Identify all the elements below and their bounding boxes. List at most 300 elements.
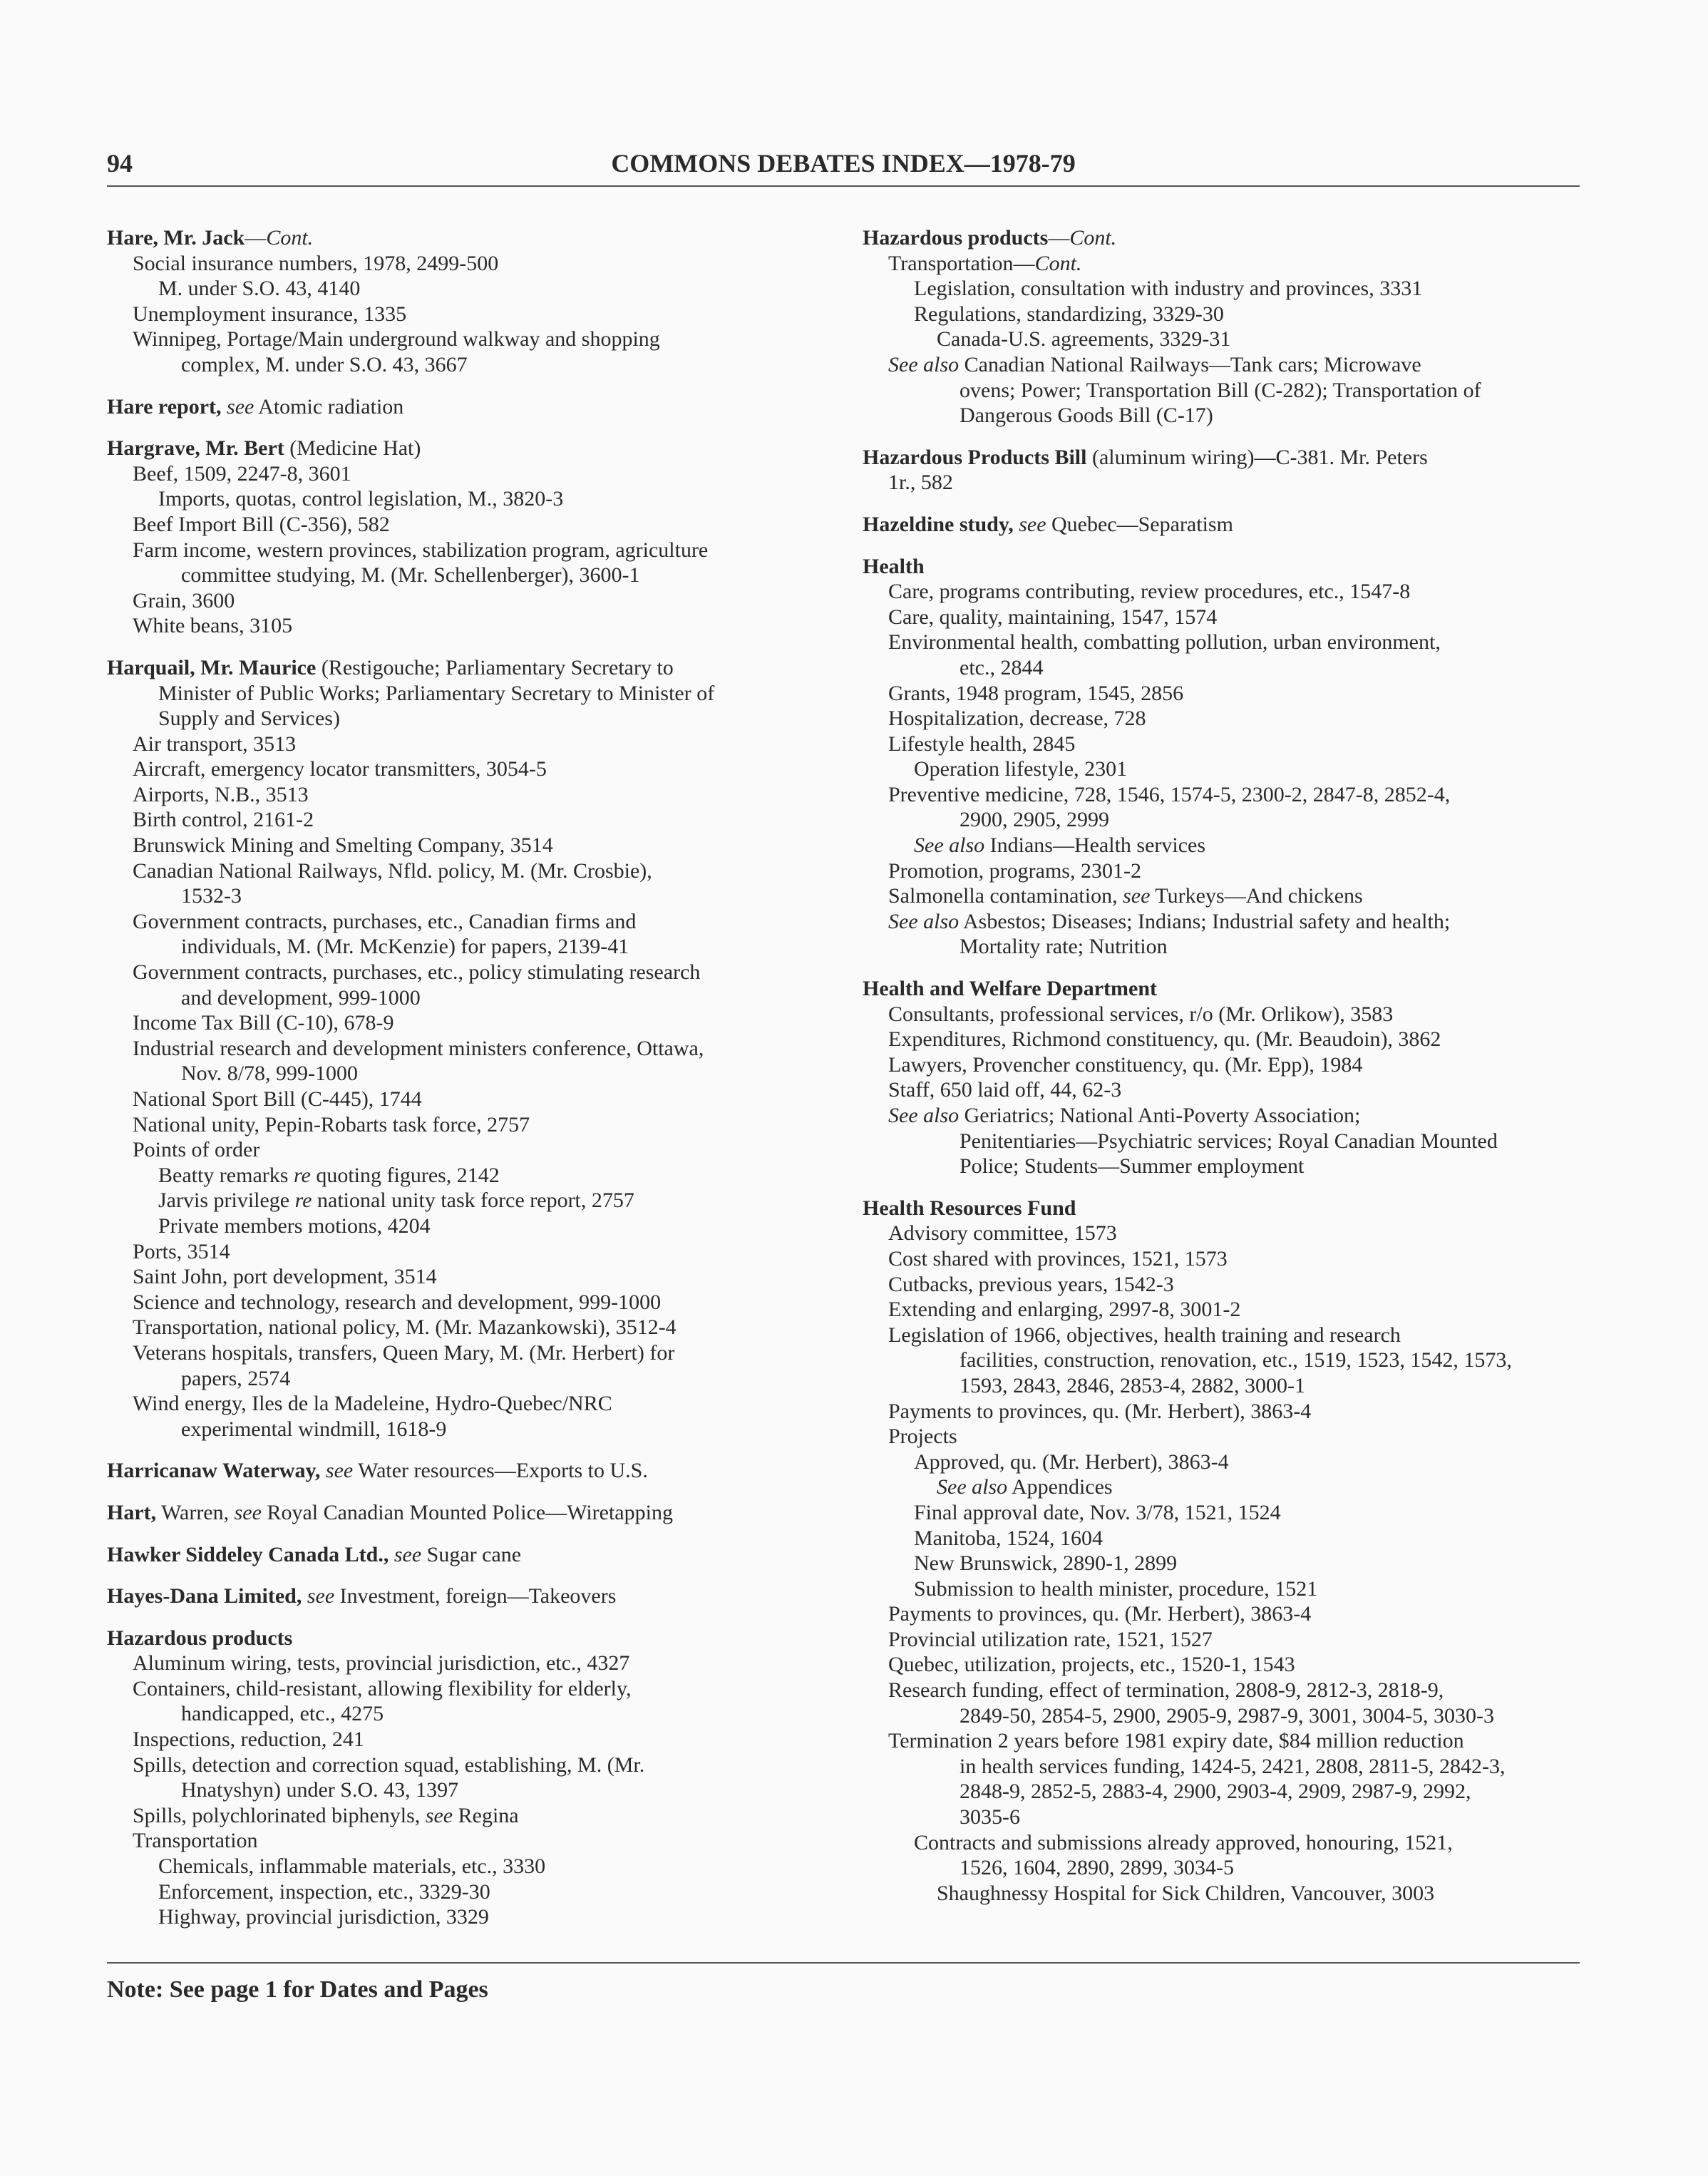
entry-text: Expenditures, Richmond constituency, qu. (Mr. Beaudoin), 3862 [888,1027,1441,1052]
subentry-line [107,1264,820,1290]
subentry-line [863,756,1580,782]
entry-text: Staff, 650 laid off, 44, 62-3 [888,1078,1122,1102]
subentry-line [107,807,820,833]
entry-heading-line [863,1196,1580,1221]
subentry-line [107,276,820,302]
italic-text: Cont. [1034,251,1082,275]
entry-text: and development, 999-1000 [181,985,421,1010]
entry-text: Grain, 3600 [133,588,235,612]
entry-text: Airports, N.B., 3513 [133,782,309,806]
subentry-line [107,1904,820,1930]
subentry-line [863,681,1580,707]
running-title: COMMONS DEBATES INDEX—1978-79 [611,149,1076,178]
italic-text: see [325,1459,354,1483]
subentry-line [107,883,820,909]
entry-text: Grants, 1948 program, 1545, 2856 [888,681,1184,705]
entry-text: Final approval date, Nov. 3/78, 1521, 1524 [914,1500,1281,1524]
entry-text [222,395,227,419]
entry-text: experimental windmill, 1618-9 [181,1417,447,1441]
entry-text: Science and technology, research and development, 999-1000 [133,1290,662,1314]
index-entry [107,1500,820,1526]
entry-heading-line [107,1500,820,1526]
entry-text: Sugar cane [421,1542,522,1566]
subentry-line [107,985,820,1011]
subentry-line [863,655,1580,681]
entry-heading: Hazardous Products Bill [863,445,1087,469]
index-entry [863,512,1580,538]
subentry-line [863,909,1580,935]
entry-text: Hnatyshyn) under S.O. 43, 1397 [181,1778,459,1802]
subentry-line [107,1651,820,1676]
subentry-line [107,251,820,277]
subentry-line [107,512,820,538]
index-entry [107,225,820,378]
entry-text: Government contracts, purchases, etc., policy stimulating research [133,960,701,985]
subentry-line [863,1830,1580,1856]
entry-text: Canada-U.S. agreements, 3329-31 [937,327,1231,351]
index-entry [107,436,820,639]
entry-text: Termination 2 years before 1981 expiry date, $84 million reduction [888,1729,1464,1753]
subentry-line [863,470,1580,496]
subentry-line [107,588,820,614]
entry-text: Income Tax Bill (C-10), 678-9 [133,1011,394,1035]
entry-text [320,1459,326,1482]
entry-text: Supply and Services) [158,707,340,731]
subentry-line [107,1061,820,1087]
subentry-line [863,1399,1580,1425]
italic-text: see [234,1500,262,1524]
entry-text: Operation lifestyle, 2301 [914,757,1128,781]
subentry-line [107,1087,820,1112]
subentry-line [863,1246,1580,1272]
page-number: 94 [107,149,133,178]
footer-note: Note: See page 1 for Dates and Pages [107,1976,488,2003]
subentry-line [107,1803,820,1829]
entry-heading-line [863,976,1580,1002]
entry-heading: Hawker Siddeley Canada Ltd., [107,1542,389,1566]
subentry-line [107,1366,820,1392]
entry-text: Advisory committee, 1573 [888,1221,1117,1246]
entry-heading-line [107,1542,820,1568]
subentry-line [863,302,1580,327]
subentry-line [863,1373,1580,1399]
entry-text: Brunswick Mining and Smelting Company, 3514 [133,833,553,858]
entry-text: 2848-9, 2852-5, 2883-4, 2900, 2903-4, 2909, 2987-9, 2992, [960,1780,1471,1804]
entry-text: 3035-6 [960,1805,1020,1829]
subentry-line [107,327,820,352]
entry-text: Royal Canadian Mounted Police—Wiretapping [261,1500,673,1524]
subentry-line [863,1424,1580,1449]
entry-text: (aluminum wiring)—C-381. Mr. Peters [1086,445,1428,469]
subentry-line [863,579,1580,605]
entry-text: Regina [453,1803,519,1827]
entry-text: (Restigouche; Parliamentary Secretary to [316,655,674,679]
entry-text: quoting figures, 2142 [310,1163,500,1187]
entry-text: Indians—Health services [984,833,1206,858]
entry-text: Cutbacks, previous years, 1542-3 [888,1272,1174,1296]
subentry-line [107,1417,820,1442]
entry-text: Transportation— [888,251,1035,275]
entry-heading: Hargrave, Mr. Bert [107,436,284,461]
subentry-line [863,1779,1580,1805]
entry-text: 2900, 2905, 2999 [960,808,1109,832]
subentry-line [863,807,1580,833]
subentry-line [863,327,1580,352]
subentry-line [863,732,1580,757]
subentry-line [107,486,820,512]
index-entry [107,1584,820,1609]
index-entry [107,655,820,1442]
subentry-line [107,706,820,732]
entry-text: etc., 2844 [960,655,1044,679]
subentry-line [863,1754,1580,1780]
entry-text: Projects [888,1425,957,1449]
subentry-line [107,1010,820,1036]
entry-text: Environmental health, combatting pollution, urban environment, [888,630,1441,655]
entry-text: Promotion, programs, 2301-2 [888,858,1141,883]
subentry-line [863,1221,1580,1246]
entry-text: Quebec, utilization, projects, etc., 1520-1, 1543 [888,1653,1295,1677]
entry-text: Research funding, effect of termination, 2808-9, 2812-3, 2818-9, [888,1678,1444,1703]
entry-text: 1r., 582 [888,471,953,495]
entry-text: Geriatrics; National Anti-Poverty Association; [959,1104,1361,1127]
entry-text: Winnipeg, Portage/Main underground walkway and shopping [133,327,660,351]
subentry-line [107,934,820,960]
italic-text: Cont. [266,226,314,250]
index-entry [863,225,1580,428]
entry-text [302,1584,307,1608]
index-entry [863,554,1580,960]
entry-text: Points of order [133,1138,260,1162]
entry-text: Submission to health minister, procedure, 1521 [914,1576,1318,1601]
entry-text: M. under S.O. 43, 4140 [158,277,361,301]
subentry-line [863,251,1580,277]
entry-text: Saint John, port development, 3514 [133,1265,437,1289]
index-entry [863,1196,1580,1906]
italic-text: see [425,1803,453,1827]
entry-text: Spills, polychlorinated biphenyls, [133,1803,426,1827]
entry-text: Social insurance numbers, 1978, 2499-500 [133,251,499,275]
entry-heading: Health and Welfare Department [863,977,1158,1001]
entry-text: Ports, 3514 [133,1239,230,1263]
subentry-line [107,756,820,782]
index-entry [863,445,1580,496]
italic-text: See also [888,352,960,376]
entry-heading: Hare, Mr. Jack [107,226,245,250]
entry-text: 2849-50, 2854-5, 2900, 2905-9, 2987-9, 3001, 3004-5, 3030-3 [960,1703,1494,1728]
subentry-line [863,630,1580,655]
subentry-line [863,403,1580,428]
subentry-line [863,1576,1580,1602]
index-entry [107,1458,820,1484]
subentry-line [107,1879,820,1905]
entry-text: committee studying, M. (Mr. Schellenberger), 3600-1 [181,563,640,587]
subentry-line [863,1627,1580,1653]
entry-text: Investment, foreign—Takeovers [334,1584,617,1608]
entry-text: Inspections, reduction, 241 [133,1728,364,1752]
entry-text: Contracts and submissions already approved, honouring, 1521, [914,1830,1453,1854]
entry-heading: Health Resources Fund [863,1196,1076,1220]
subentry-line [863,1855,1580,1881]
subentry-line [107,1315,820,1340]
entry-heading-line [107,1626,820,1651]
entry-text: National Sport Bill (C-445), 1744 [133,1087,422,1111]
entry-text: Veterans hospitals, transfers, Queen Mary, M. (Mr. Herbert) for [133,1340,675,1365]
entry-text: Industrial research and development ministers conference, Ottawa, [133,1036,704,1060]
entry-heading: Harquail, Mr. Maurice [107,655,317,679]
entry-text: Hospitalization, decrease, 728 [888,707,1146,731]
subentry-line [107,732,820,757]
entry-text: Mortality rate; Nutrition [960,935,1168,959]
subentry-line [107,782,820,808]
entry-heading: Hayes-Dana Limited, [107,1584,302,1608]
italic-text: see [1019,512,1046,536]
entry-text: 1532-3 [181,884,242,908]
subentry-line [863,1348,1580,1373]
subentry-line [107,1854,820,1879]
entry-text: Birth control, 2161-2 [133,808,314,832]
italic-text: Cont. [1069,226,1117,250]
subentry-line [107,1036,820,1062]
footer-rule [107,1962,1580,1964]
entry-text: Regulations, standardizing, 3329-30 [914,302,1224,326]
entry-text: Canadian National Railways—Tank cars; Microwave [959,352,1421,376]
entry-text: National unity, Pepin-Robarts task force, 2757 [133,1112,530,1136]
left-column [107,225,820,1946]
entry-text: Private members motions, 4204 [158,1213,431,1238]
entry-text: handicapped, etc., 4275 [181,1702,384,1726]
entry-text: Transportation, national policy, M. (Mr. Mazankowski), 3512-4 [133,1315,676,1340]
subentry-line [107,302,820,327]
index-entry [107,394,820,420]
subentry-line [863,1002,1580,1027]
entry-text: Chemicals, inflammable materials, etc., 3330 [158,1854,546,1879]
entry-text: Lawyers, Provencher constituency, qu. (Mr. Epp), 1984 [888,1052,1363,1077]
entry-text: Salmonella contamination, [888,884,1123,908]
entry-heading: Hare report, [107,394,222,419]
italic-text: See also [937,1475,1008,1499]
subentry-line [863,1297,1580,1323]
italic-text: See also [914,833,985,858]
subentry-line [863,1652,1580,1678]
entry-text: Cost shared with provinces, 1521, 1573 [888,1246,1228,1271]
subentry-line [107,1752,820,1778]
subentry-line [863,934,1580,960]
italic-text: see [1123,884,1151,908]
subentry-line [863,1103,1580,1129]
subentry-line [863,1027,1580,1052]
subentry-line [107,858,820,884]
subentry-line [107,960,820,985]
entry-text: Water resources—Exports to U.S. [353,1459,648,1483]
entry-text: Beef Import Bill (C-356), 582 [133,512,390,536]
entry-heading-line [863,225,1580,251]
subentry-line [107,563,820,588]
entry-text: Payments to provinces, qu. (Mr. Herbert), 3863-4 [888,1399,1312,1423]
entry-text: Imports, quotas, control legislation, M., 3820-3 [158,487,564,511]
entry-text: Care, quality, maintaining, 1547, 1574 [888,605,1218,629]
entry-text: Containers, child-resistant, allowing flexibility for elderly, [133,1676,632,1700]
subentry-line [107,1727,820,1752]
entry-heading: Harricanaw Waterway, [107,1459,321,1483]
subentry-line [107,909,820,935]
entry-text: Care, programs contributing, review procedures, etc., 1547-8 [888,580,1411,604]
italic-text: see [393,1542,422,1566]
subentry-line [107,1213,820,1239]
entry-text: Asbestos; Diseases; Indians; Industrial safety and health; [959,909,1451,933]
entry-text: ovens; Power; Transportation Bill (C-282); Transportation of [960,378,1481,402]
subentry-line [107,461,820,487]
entry-text: Consultants, professional services, r/o (Mr. Orlikow), 3583 [888,1002,1394,1026]
index-entry [863,976,1580,1179]
subentry-line [863,706,1580,732]
entry-text: facilities, construction, renovation, etc., 1519, 1523, 1542, 1573, [960,1348,1512,1372]
subentry-line [863,1678,1580,1703]
entry-heading-line [107,394,820,420]
subentry-line [863,378,1580,404]
subentry-line [863,1703,1580,1729]
subentry-line [863,782,1580,808]
entry-text: Jarvis privilege [158,1189,295,1213]
entry-text: Shaughnessy Hospital for Sick Children, Vancouver, 3003 [937,1881,1435,1905]
entry-text: Legislation of 1966, objectives, health training and research [888,1323,1401,1347]
entry-text: Provincial utilization rate, 1521, 1527 [888,1627,1213,1651]
subentry-line [863,1154,1580,1179]
entry-text: (Medicine Hat) [284,436,421,461]
entry-heading-line [863,512,1580,538]
entry-heading-line [863,445,1580,471]
subentry-line [863,1129,1580,1154]
entry-heading: Health [863,554,925,578]
subentry-line [863,1474,1580,1500]
subentry-line [863,1551,1580,1576]
subentry-line [863,276,1580,302]
italic-text: See also [888,909,960,933]
subentry-line [107,1239,820,1265]
entry-heading-line [107,1458,820,1484]
entry-text: Lifestyle health, 2845 [888,732,1076,756]
italic-text: see [227,394,254,419]
entry-text: Spills, detection and correction squad, establishing, M. (Mr. [133,1752,645,1777]
index-entry [107,1542,820,1568]
entry-text: Highway, provincial jurisdiction, 3329 [158,1905,489,1929]
entry-text: — [245,226,267,250]
entry-text: White beans, 3105 [133,614,293,638]
subentry-line [107,1828,820,1854]
entry-text: Penitentiaries—Psychiatric services; Royal Canadian Mounted [960,1129,1498,1153]
index-entry [107,1626,820,1930]
subentry-line [107,352,820,378]
entry-text [389,1543,394,1566]
entry-text: Warren, [156,1500,235,1524]
subentry-line [107,1777,820,1803]
subentry-line [863,1052,1580,1078]
subentry-line [863,1500,1580,1526]
entry-heading-line [107,436,820,461]
entry-text: papers, 2574 [181,1366,291,1390]
entry-text: New Brunswick, 2890-1, 2899 [914,1551,1178,1576]
subentry-line [107,1701,820,1727]
entry-text: national unity task force report, 2757 [312,1189,634,1213]
page-header [107,148,1580,188]
entry-text: 1593, 2843, 2846, 2853-4, 2882, 3000-1 [960,1373,1305,1397]
entry-text: Approved, qu. (Mr. Herbert), 3863-4 [914,1449,1229,1474]
entry-text: Payments to provinces, qu. (Mr. Herbert), 3863-4 [888,1602,1312,1626]
subentry-line [107,1163,820,1189]
entry-heading-line [107,225,820,251]
entry-text: — [1048,226,1070,250]
entry-text: Beatty remarks [158,1163,294,1187]
italic-text: re [294,1189,312,1213]
entry-text: Extending and enlarging, 2997-8, 3001-2 [888,1298,1241,1322]
subentry-line [863,833,1580,858]
subentry-line [863,883,1580,909]
entry-text: Aircraft, emergency locator transmitters, 3054-5 [133,757,547,781]
entry-text: Atomic radiation [254,394,404,419]
entry-text: Beef, 1509, 2247-8, 3601 [133,461,351,486]
entry-text: Quebec—Separatism [1046,512,1233,536]
entry-text: Nov. 8/78, 999-1000 [181,1062,359,1086]
entry-text: Minister of Public Works; Parliamentary Secretary to Minister of [158,681,715,705]
entry-text: Legislation, consultation with industry and provinces, 3331 [914,277,1423,301]
subentry-line [863,352,1580,378]
entry-text: Turkeys—And chickens [1150,884,1363,908]
entry-text: complex, M. under S.O. 43, 3667 [181,352,468,376]
entry-text: Manitoba, 1524, 1604 [914,1526,1103,1550]
italic-text: re [293,1163,311,1187]
entry-text: Police; Students—Summer employment [960,1154,1305,1179]
entry-heading-line [107,655,820,681]
subentry-line [863,1449,1580,1475]
entry-text: Dangerous Goods Bill (C-17) [960,404,1213,428]
entry-text: Wind energy, Iles de la Madeleine, Hydro-Quebec/NRC [133,1392,612,1416]
subentry-line [107,1112,820,1138]
entry-heading: Hazardous products [863,226,1049,250]
entry-heading: Hazeldine study, [863,512,1014,536]
entry-text: Canadian National Railways, Nfld. policy, M. (Mr. Crosbie), [133,858,652,883]
subentry-line [863,1077,1580,1103]
entry-text: Unemployment insurance, 1335 [133,302,407,326]
subentry-line [863,1728,1580,1754]
subentry-line [107,1676,820,1702]
italic-text: See also [888,1104,960,1127]
right-column [863,225,1580,1922]
entry-text: individuals, M. (Mr. McKenzie) for papers, 2139-41 [181,935,629,959]
entry-text: Transportation [133,1829,258,1853]
subentry-line [863,1805,1580,1830]
subentry-line [863,1881,1580,1906]
entry-text: Appendices [1007,1475,1113,1499]
entry-text: Air transport, 3513 [133,732,297,756]
entry-heading: Hazardous products [107,1626,293,1650]
subentry-line [863,1272,1580,1298]
subentry-line [863,1601,1580,1627]
subentry-line [107,538,820,563]
subentry-line [107,1391,820,1417]
subentry-line [107,1340,820,1366]
subentry-line [107,613,820,639]
subentry-line [107,1290,820,1315]
header-rule [107,185,1580,187]
subentry-line [863,605,1580,630]
entry-heading-line [863,554,1580,580]
entry-text: Preventive medicine, 728, 1546, 1574-5, 2300-2, 2847-8, 2852-4, [888,782,1451,806]
entry-text: Aluminum wiring, tests, provincial jurisdiction, etc., 4327 [133,1651,630,1675]
entry-text: Enforcement, inspection, etc., 3329-30 [158,1879,490,1904]
entry-text: in health services funding, 1424-5, 2421, 2808, 2811-5, 2842-3, [960,1754,1506,1778]
entry-text: Farm income, western provinces, stabilization program, agriculture [133,538,709,562]
subentry-line [863,1323,1580,1348]
